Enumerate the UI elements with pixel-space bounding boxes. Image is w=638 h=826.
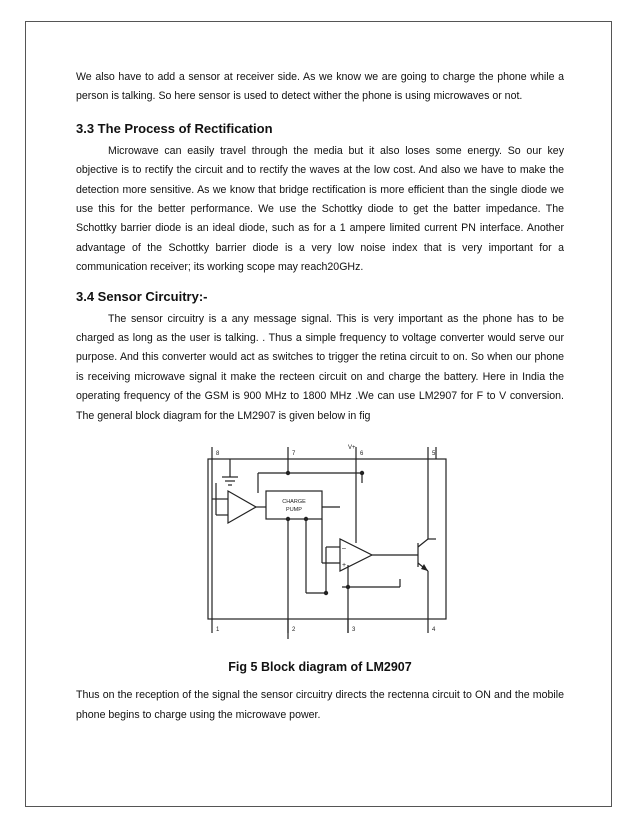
pin-label: 7: [292, 451, 296, 458]
intro-paragraph: We also have to add a sensor at receiver side. As we know we are going to charge the phone while a person is talking. So here sensor is used to detect wither the phone is using microwaves or not.: [76, 71, 564, 103]
charge-pump-label: PUMP: [286, 507, 302, 514]
document-body: [76, 68, 564, 725]
ic-package-outline: [208, 459, 446, 619]
charge-pump-label: CHARGE: [282, 499, 306, 506]
figure-caption: Fig 5 Block diagram of LM2907: [228, 660, 412, 675]
sensor-paragraph: The sensor circuitry is a any message signal. This is very important as the phone has to be charged as long as the user is talking. . Thus a simple frequency to voltage converter would serve our purpose. And this converter would act as switches to trigger the retina circuit to on. So when our phone is receiving microwave signal it make the recteen circuit on and charge the battery. Here in India the operating frequency of the GSM is 900 MHz to 1800 MHz .We can use LM2907 for F to V conversion. The general block diagram for the LM2907 is given below in fig: [76, 312, 564, 422]
transistor-emitter-arrow: [421, 564, 428, 571]
section-heading-rectification: 3.3 The Process of Rectification: [76, 120, 273, 136]
pin-label: 6: [360, 451, 364, 458]
opamp-plus-sign: +: [342, 562, 347, 570]
pin-label: 8: [216, 451, 220, 458]
circuit-diagram-svg: [202, 443, 452, 646]
pin-label: 3: [352, 627, 356, 634]
input-comparator-symbol: [228, 491, 256, 523]
pin-label: 5: [432, 451, 436, 458]
conclusion-paragraph: Thus on the reception of the signal the sensor circuitry directs the rectenna circuit to ON and the mobile phone begins to charge using the microwave power.: [76, 689, 564, 721]
pin-label: 4: [432, 627, 436, 634]
charge-pump-block: [266, 491, 322, 519]
lm2907-block-diagram: [202, 443, 452, 646]
pin-label: 1: [216, 627, 220, 634]
section-heading-sensor: 3.4 Sensor Circuitry:-: [76, 288, 208, 304]
opamp-minus-sign: –: [342, 545, 346, 553]
pin-label: 2: [292, 627, 296, 634]
rectification-paragraph: Microwave can easily travel through the media but it also loses some energy. So our key objective is to rectify the circuit and to rectify the waves at the low cost. And also we have to make the detection more sensitive. As we know that bridge rectification is more efficient than the single diode we use this for the better performance. We use the Schottky diode to get the batter impedance. The Schottky barrier diode is an ideal diode, such as for a 1 ampere limited current PN interface. Another advantage of the Schottky barrier diode is a very low noise index that is very important for a communication receiver; its working scope may reach20GHz.: [76, 144, 564, 274]
pin-label: V+: [348, 445, 356, 452]
